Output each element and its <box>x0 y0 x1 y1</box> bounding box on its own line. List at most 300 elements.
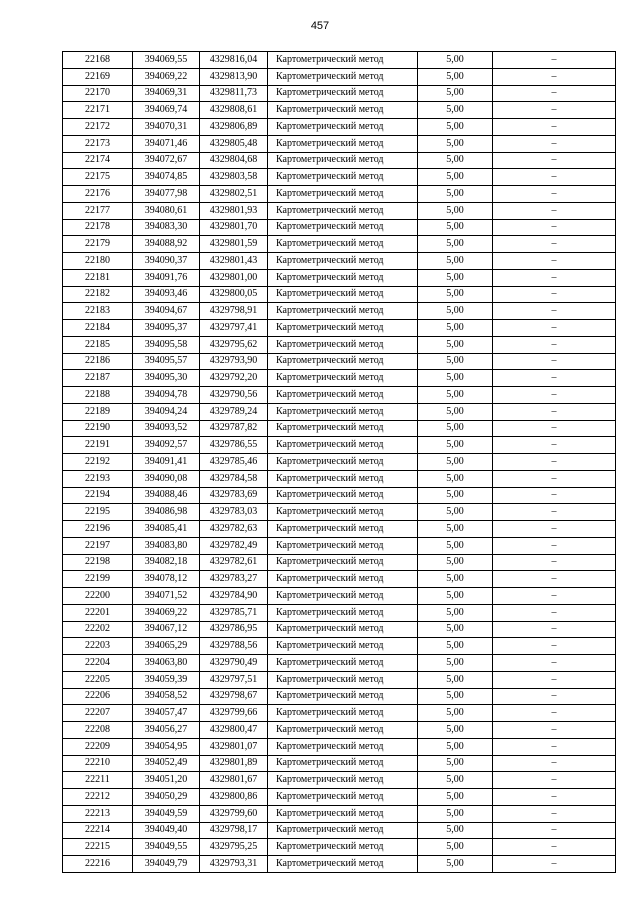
x-coordinate-cell: 394074,85 <box>133 169 200 186</box>
table-row <box>63 671 616 688</box>
point-id-cell: 22208 <box>63 722 133 739</box>
x-coordinate-cell: 394071,52 <box>133 588 200 605</box>
x-coordinate-cell: 394094,67 <box>133 303 200 320</box>
accuracy-cell: 5,00 <box>418 738 493 755</box>
accuracy-cell: 5,00 <box>418 604 493 621</box>
y-coordinate-cell: 4329801,70 <box>200 219 268 236</box>
accuracy-cell: 5,00 <box>418 822 493 839</box>
table-row <box>63 320 616 337</box>
accuracy-cell: 5,00 <box>418 253 493 270</box>
note-cell: – <box>493 353 616 370</box>
y-coordinate-cell: 4329797,51 <box>200 671 268 688</box>
table-row <box>63 68 616 85</box>
point-id-cell: 22216 <box>63 856 133 873</box>
point-id-cell: 22201 <box>63 604 133 621</box>
method-cell: Картометрический метод <box>268 822 418 839</box>
accuracy-cell: 5,00 <box>418 805 493 822</box>
y-coordinate-cell: 4329790,56 <box>200 387 268 404</box>
note-cell: – <box>493 169 616 186</box>
note-cell: – <box>493 135 616 152</box>
point-id-cell: 22198 <box>63 554 133 571</box>
table-row <box>63 403 616 420</box>
method-cell: Картометрический метод <box>268 85 418 102</box>
table-row <box>63 789 616 806</box>
table-row <box>63 470 616 487</box>
table-row <box>63 286 616 303</box>
method-cell: Картометрический метод <box>268 269 418 286</box>
table-row <box>63 856 616 873</box>
method-cell: Картометрический метод <box>268 202 418 219</box>
y-coordinate-cell: 4329801,07 <box>200 738 268 755</box>
y-coordinate-cell: 4329800,47 <box>200 722 268 739</box>
accuracy-cell: 5,00 <box>418 671 493 688</box>
method-cell: Картометрический метод <box>268 856 418 873</box>
table-row <box>63 253 616 270</box>
method-cell: Картометрический метод <box>268 286 418 303</box>
note-cell: – <box>493 336 616 353</box>
note-cell: – <box>493 85 616 102</box>
accuracy-cell: 5,00 <box>418 186 493 203</box>
y-coordinate-cell: 4329793,90 <box>200 353 268 370</box>
y-coordinate-cell: 4329790,49 <box>200 655 268 672</box>
y-coordinate-cell: 4329801,59 <box>200 236 268 253</box>
note-cell: – <box>493 621 616 638</box>
accuracy-cell: 5,00 <box>418 420 493 437</box>
point-id-cell: 22206 <box>63 688 133 705</box>
x-coordinate-cell: 394065,29 <box>133 638 200 655</box>
note-cell: – <box>493 655 616 672</box>
method-cell: Картометрический метод <box>268 119 418 136</box>
table-row <box>63 521 616 538</box>
accuracy-cell: 5,00 <box>418 504 493 521</box>
x-coordinate-cell: 394088,92 <box>133 236 200 253</box>
y-coordinate-cell: 4329784,58 <box>200 470 268 487</box>
table-row <box>63 387 616 404</box>
table-row <box>63 655 616 672</box>
method-cell: Картометрический метод <box>268 805 418 822</box>
y-coordinate-cell: 4329806,89 <box>200 119 268 136</box>
x-coordinate-cell: 394052,49 <box>133 755 200 772</box>
note-cell: – <box>493 403 616 420</box>
method-cell: Картометрический метод <box>268 722 418 739</box>
y-coordinate-cell: 4329785,46 <box>200 454 268 471</box>
point-id-cell: 22183 <box>63 303 133 320</box>
y-coordinate-cell: 4329800,05 <box>200 286 268 303</box>
note-cell: – <box>493 537 616 554</box>
note-cell: – <box>493 236 616 253</box>
point-id-cell: 22178 <box>63 219 133 236</box>
method-cell: Картометрический метод <box>268 420 418 437</box>
method-cell: Картометрический метод <box>268 621 418 638</box>
table-row <box>63 102 616 119</box>
accuracy-cell: 5,00 <box>418 856 493 873</box>
method-cell: Картометрический метод <box>268 671 418 688</box>
x-coordinate-cell: 394049,55 <box>133 839 200 856</box>
note-cell: – <box>493 269 616 286</box>
accuracy-cell: 5,00 <box>418 521 493 538</box>
y-coordinate-cell: 4329789,24 <box>200 403 268 420</box>
y-coordinate-cell: 4329783,03 <box>200 504 268 521</box>
accuracy-cell: 5,00 <box>418 370 493 387</box>
method-cell: Картометрический метод <box>268 554 418 571</box>
table-row <box>63 336 616 353</box>
y-coordinate-cell: 4329801,43 <box>200 253 268 270</box>
x-coordinate-cell: 394057,47 <box>133 705 200 722</box>
x-coordinate-cell: 394080,61 <box>133 202 200 219</box>
point-id-cell: 22196 <box>63 521 133 538</box>
x-coordinate-cell: 394056,27 <box>133 722 200 739</box>
method-cell: Картометрический метод <box>268 219 418 236</box>
accuracy-cell: 5,00 <box>418 52 493 69</box>
accuracy-cell: 5,00 <box>418 621 493 638</box>
accuracy-cell: 5,00 <box>418 286 493 303</box>
note-cell: – <box>493 755 616 772</box>
method-cell: Картометрический метод <box>268 571 418 588</box>
y-coordinate-cell: 4329786,55 <box>200 437 268 454</box>
table-row <box>63 839 616 856</box>
note-cell: – <box>493 487 616 504</box>
x-coordinate-cell: 394088,46 <box>133 487 200 504</box>
method-cell: Картометрический метод <box>268 604 418 621</box>
method-cell: Картометрический метод <box>268 68 418 85</box>
table-row <box>63 169 616 186</box>
method-cell: Картометрический метод <box>268 755 418 772</box>
y-coordinate-cell: 4329813,90 <box>200 68 268 85</box>
point-id-cell: 22195 <box>63 504 133 521</box>
table-row <box>63 738 616 755</box>
method-cell: Картометрический метод <box>268 169 418 186</box>
x-coordinate-cell: 394082,18 <box>133 554 200 571</box>
x-coordinate-cell: 394058,52 <box>133 688 200 705</box>
note-cell: – <box>493 52 616 69</box>
x-coordinate-cell: 394050,29 <box>133 789 200 806</box>
accuracy-cell: 5,00 <box>418 102 493 119</box>
point-id-cell: 22214 <box>63 822 133 839</box>
y-coordinate-cell: 4329801,00 <box>200 269 268 286</box>
y-coordinate-cell: 4329787,82 <box>200 420 268 437</box>
method-cell: Картометрический метод <box>268 135 418 152</box>
method-cell: Картометрический метод <box>268 370 418 387</box>
y-coordinate-cell: 4329804,68 <box>200 152 268 169</box>
y-coordinate-cell: 4329795,62 <box>200 336 268 353</box>
accuracy-cell: 5,00 <box>418 638 493 655</box>
point-id-cell: 22182 <box>63 286 133 303</box>
point-id-cell: 22176 <box>63 186 133 203</box>
method-cell: Картометрический метод <box>268 588 418 605</box>
table-row <box>63 688 616 705</box>
note-cell: – <box>493 856 616 873</box>
x-coordinate-cell: 394069,31 <box>133 85 200 102</box>
x-coordinate-cell: 394095,37 <box>133 320 200 337</box>
table-row <box>63 504 616 521</box>
table-row <box>63 420 616 437</box>
y-coordinate-cell: 4329798,17 <box>200 822 268 839</box>
x-coordinate-cell: 394083,30 <box>133 219 200 236</box>
table-row <box>63 705 616 722</box>
point-id-cell: 22194 <box>63 487 133 504</box>
point-id-cell: 22207 <box>63 705 133 722</box>
x-coordinate-cell: 394059,39 <box>133 671 200 688</box>
y-coordinate-cell: 4329793,31 <box>200 856 268 873</box>
y-coordinate-cell: 4329782,63 <box>200 521 268 538</box>
accuracy-cell: 5,00 <box>418 437 493 454</box>
x-coordinate-cell: 394090,37 <box>133 253 200 270</box>
table-row <box>63 604 616 621</box>
accuracy-cell: 5,00 <box>418 470 493 487</box>
accuracy-cell: 5,00 <box>418 839 493 856</box>
x-coordinate-cell: 394095,58 <box>133 336 200 353</box>
table-row <box>63 353 616 370</box>
point-id-cell: 22200 <box>63 588 133 605</box>
point-id-cell: 22175 <box>63 169 133 186</box>
table-row <box>63 236 616 253</box>
y-coordinate-cell: 4329805,48 <box>200 135 268 152</box>
note-cell: – <box>493 738 616 755</box>
table-row <box>63 186 616 203</box>
y-coordinate-cell: 4329783,27 <box>200 571 268 588</box>
x-coordinate-cell: 394049,59 <box>133 805 200 822</box>
note-cell: – <box>493 303 616 320</box>
accuracy-cell: 5,00 <box>418 454 493 471</box>
table-row <box>63 571 616 588</box>
method-cell: Картометрический метод <box>268 303 418 320</box>
point-id-cell: 22213 <box>63 805 133 822</box>
note-cell: – <box>493 68 616 85</box>
point-id-cell: 22203 <box>63 638 133 655</box>
table-row <box>63 437 616 454</box>
table-row <box>63 52 616 69</box>
x-coordinate-cell: 394085,41 <box>133 521 200 538</box>
note-cell: – <box>493 119 616 136</box>
point-id-cell: 22171 <box>63 102 133 119</box>
y-coordinate-cell: 4329816,04 <box>200 52 268 69</box>
note-cell: – <box>493 286 616 303</box>
table-row <box>63 537 616 554</box>
x-coordinate-cell: 394070,31 <box>133 119 200 136</box>
note-cell: – <box>493 454 616 471</box>
note-cell: – <box>493 604 616 621</box>
note-cell: – <box>493 588 616 605</box>
point-id-cell: 22172 <box>63 119 133 136</box>
accuracy-cell: 5,00 <box>418 688 493 705</box>
accuracy-cell: 5,00 <box>418 755 493 772</box>
note-cell: – <box>493 186 616 203</box>
note-cell: – <box>493 554 616 571</box>
accuracy-cell: 5,00 <box>418 554 493 571</box>
x-coordinate-cell: 394069,22 <box>133 604 200 621</box>
table-row <box>63 152 616 169</box>
table-row <box>63 202 616 219</box>
y-coordinate-cell: 4329792,20 <box>200 370 268 387</box>
table-row <box>63 805 616 822</box>
accuracy-cell: 5,00 <box>418 336 493 353</box>
y-coordinate-cell: 4329788,56 <box>200 638 268 655</box>
x-coordinate-cell: 394093,46 <box>133 286 200 303</box>
table-row <box>63 269 616 286</box>
y-coordinate-cell: 4329797,41 <box>200 320 268 337</box>
table-row <box>63 119 616 136</box>
table-row <box>63 822 616 839</box>
x-coordinate-cell: 394067,12 <box>133 621 200 638</box>
x-coordinate-cell: 394054,95 <box>133 738 200 755</box>
y-coordinate-cell: 4329800,86 <box>200 789 268 806</box>
x-coordinate-cell: 394090,08 <box>133 470 200 487</box>
accuracy-cell: 5,00 <box>418 571 493 588</box>
point-id-cell: 22215 <box>63 839 133 856</box>
point-id-cell: 22202 <box>63 621 133 638</box>
y-coordinate-cell: 4329782,49 <box>200 537 268 554</box>
x-coordinate-cell: 394069,55 <box>133 52 200 69</box>
table-row <box>63 621 616 638</box>
table-row <box>63 85 616 102</box>
x-coordinate-cell: 394063,80 <box>133 655 200 672</box>
y-coordinate-cell: 4329801,89 <box>200 755 268 772</box>
method-cell: Картометрический метод <box>268 403 418 420</box>
method-cell: Картометрический метод <box>268 655 418 672</box>
x-coordinate-cell: 394049,40 <box>133 822 200 839</box>
accuracy-cell: 5,00 <box>418 772 493 789</box>
method-cell: Картометрический метод <box>268 236 418 253</box>
point-id-cell: 22170 <box>63 85 133 102</box>
note-cell: – <box>493 839 616 856</box>
x-coordinate-cell: 394078,12 <box>133 571 200 588</box>
point-id-cell: 22181 <box>63 269 133 286</box>
method-cell: Картометрический метод <box>268 738 418 755</box>
method-cell: Картометрический метод <box>268 336 418 353</box>
method-cell: Картометрический метод <box>268 253 418 270</box>
accuracy-cell: 5,00 <box>418 705 493 722</box>
accuracy-cell: 5,00 <box>418 403 493 420</box>
accuracy-cell: 5,00 <box>418 537 493 554</box>
method-cell: Картометрический метод <box>268 638 418 655</box>
note-cell: – <box>493 521 616 538</box>
point-id-cell: 22190 <box>63 420 133 437</box>
method-cell: Картометрический метод <box>268 454 418 471</box>
note-cell: – <box>493 253 616 270</box>
method-cell: Картометрический метод <box>268 387 418 404</box>
point-id-cell: 22199 <box>63 571 133 588</box>
note-cell: – <box>493 638 616 655</box>
accuracy-cell: 5,00 <box>418 236 493 253</box>
accuracy-cell: 5,00 <box>418 320 493 337</box>
accuracy-cell: 5,00 <box>418 119 493 136</box>
x-coordinate-cell: 394086,98 <box>133 504 200 521</box>
y-coordinate-cell: 4329811,73 <box>200 85 268 102</box>
method-cell: Картометрический метод <box>268 839 418 856</box>
note-cell: – <box>493 705 616 722</box>
x-coordinate-cell: 394071,46 <box>133 135 200 152</box>
point-id-cell: 22211 <box>63 772 133 789</box>
x-coordinate-cell: 394094,24 <box>133 403 200 420</box>
y-coordinate-cell: 4329785,71 <box>200 604 268 621</box>
method-cell: Картометрический метод <box>268 470 418 487</box>
note-cell: – <box>493 671 616 688</box>
note-cell: – <box>493 688 616 705</box>
point-id-cell: 22177 <box>63 202 133 219</box>
x-coordinate-cell: 394077,98 <box>133 186 200 203</box>
note-cell: – <box>493 152 616 169</box>
accuracy-cell: 5,00 <box>418 152 493 169</box>
accuracy-cell: 5,00 <box>418 789 493 806</box>
note-cell: – <box>493 420 616 437</box>
note-cell: – <box>493 320 616 337</box>
accuracy-cell: 5,00 <box>418 202 493 219</box>
table-row <box>63 370 616 387</box>
method-cell: Картометрический метод <box>268 772 418 789</box>
point-id-cell: 22180 <box>63 253 133 270</box>
y-coordinate-cell: 4329786,95 <box>200 621 268 638</box>
x-coordinate-cell: 394094,78 <box>133 387 200 404</box>
accuracy-cell: 5,00 <box>418 269 493 286</box>
accuracy-cell: 5,00 <box>418 588 493 605</box>
point-id-cell: 22189 <box>63 403 133 420</box>
note-cell: – <box>493 822 616 839</box>
note-cell: – <box>493 772 616 789</box>
method-cell: Картометрический метод <box>268 437 418 454</box>
method-cell: Картометрический метод <box>268 521 418 538</box>
accuracy-cell: 5,00 <box>418 68 493 85</box>
x-coordinate-cell: 394049,79 <box>133 856 200 873</box>
method-cell: Картометрический метод <box>268 537 418 554</box>
x-coordinate-cell: 394093,52 <box>133 420 200 437</box>
table-row <box>63 722 616 739</box>
table-row <box>63 638 616 655</box>
point-id-cell: 22212 <box>63 789 133 806</box>
x-coordinate-cell: 394069,74 <box>133 102 200 119</box>
x-coordinate-cell: 394051,20 <box>133 772 200 789</box>
method-cell: Картометрический метод <box>268 52 418 69</box>
y-coordinate-cell: 4329782,61 <box>200 554 268 571</box>
method-cell: Картометрический метод <box>268 102 418 119</box>
point-id-cell: 22210 <box>63 755 133 772</box>
table-row <box>63 554 616 571</box>
y-coordinate-cell: 4329801,67 <box>200 772 268 789</box>
accuracy-cell: 5,00 <box>418 353 493 370</box>
method-cell: Картометрический метод <box>268 688 418 705</box>
point-id-cell: 22174 <box>63 152 133 169</box>
point-id-cell: 22188 <box>63 387 133 404</box>
y-coordinate-cell: 4329799,60 <box>200 805 268 822</box>
point-id-cell: 22168 <box>63 52 133 69</box>
y-coordinate-cell: 4329803,58 <box>200 169 268 186</box>
table-row <box>63 219 616 236</box>
note-cell: – <box>493 370 616 387</box>
method-cell: Картометрический метод <box>268 353 418 370</box>
y-coordinate-cell: 4329801,93 <box>200 202 268 219</box>
point-id-cell: 22173 <box>63 135 133 152</box>
x-coordinate-cell: 394083,80 <box>133 537 200 554</box>
table-row <box>63 135 616 152</box>
point-id-cell: 22192 <box>63 454 133 471</box>
table-row <box>63 487 616 504</box>
point-id-cell: 22209 <box>63 738 133 755</box>
y-coordinate-cell: 4329795,25 <box>200 839 268 856</box>
table-row <box>63 588 616 605</box>
y-coordinate-cell: 4329798,91 <box>200 303 268 320</box>
x-coordinate-cell: 394095,57 <box>133 353 200 370</box>
table-body <box>63 52 616 873</box>
method-cell: Картометрический метод <box>268 152 418 169</box>
table-row <box>63 772 616 789</box>
x-coordinate-cell: 394091,41 <box>133 454 200 471</box>
table-row <box>63 755 616 772</box>
note-cell: – <box>493 437 616 454</box>
note-cell: – <box>493 202 616 219</box>
point-id-cell: 22193 <box>63 470 133 487</box>
method-cell: Картометрический метод <box>268 186 418 203</box>
note-cell: – <box>493 102 616 119</box>
x-coordinate-cell: 394092,57 <box>133 437 200 454</box>
